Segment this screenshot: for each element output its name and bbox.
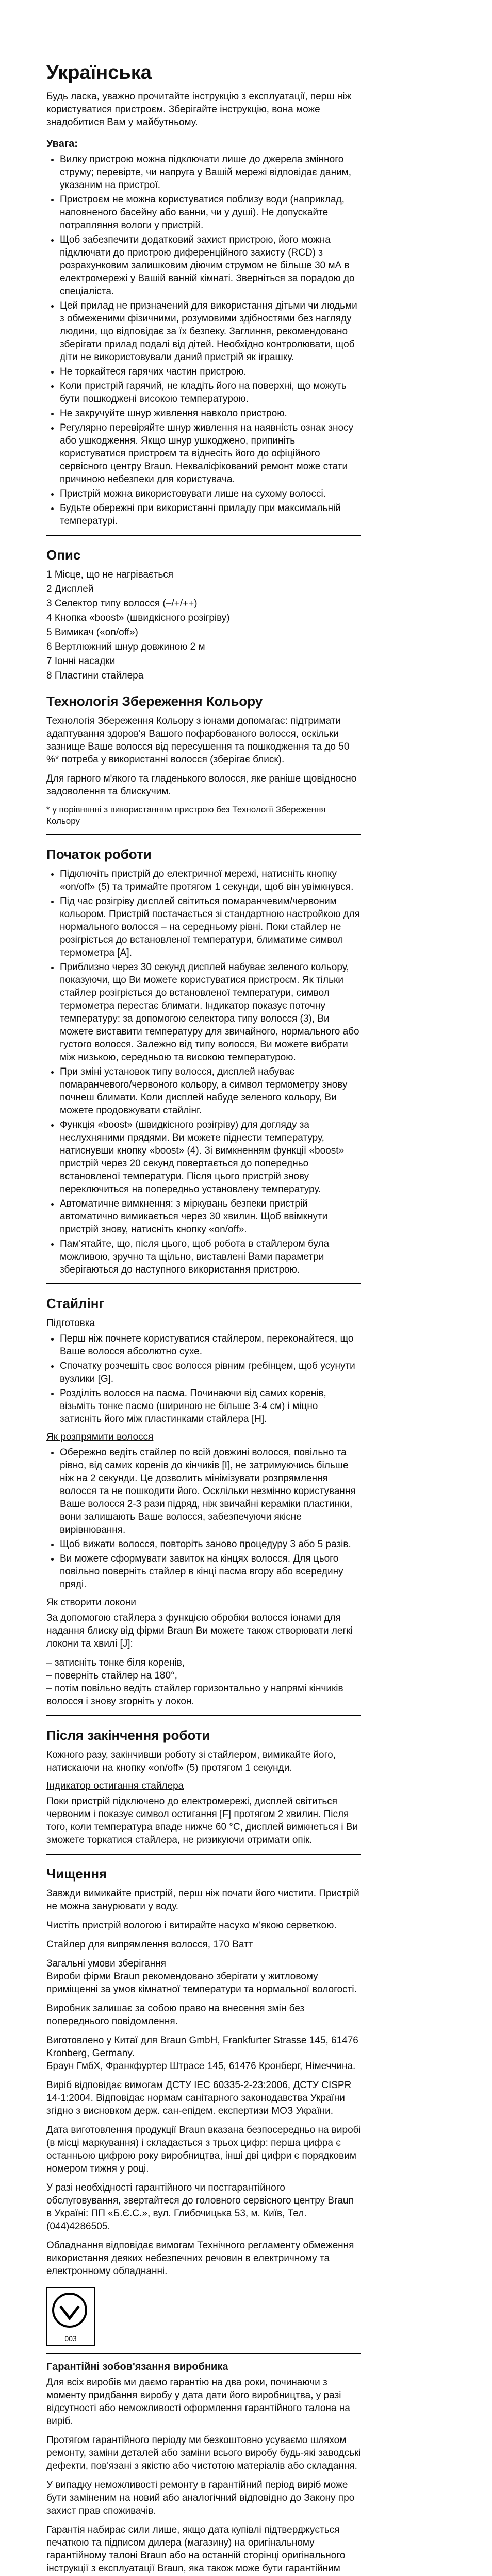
- straight-list: [46, 1446, 361, 1591]
- part-item: 7 Іонні насадки: [46, 656, 116, 667]
- prep-item: • Розділіть волосся на пасма. Починаючи від самих коренів, візьміть тонке пасмо (шириною не більше 3-4 см) і міцно затисніть його між пластинками стайлера [H].: [60, 1387, 361, 1426]
- warning-item: • Будьте обережні при використанні приладу при максимальній температурі.: [60, 502, 361, 528]
- section-divider: [46, 1283, 361, 1284]
- start-heading: Початок роботи: [46, 846, 152, 862]
- change-text: Виробник залишає за собою право на внесення змін без попереднього повідомлення.: [46, 2003, 305, 2027]
- start-item: • При зміні установок типу волосся, дисплей набуває помаранчевого/червоного кольору, а символ термометру знову почнеш блимати. Коли дисплей набуде зеленого кольору, Ви можете продовжувати стайлінг.: [60, 1065, 361, 1117]
- curl-subheading: Як створити локони: [46, 1597, 136, 1608]
- start-item: • Підключіть пристрій до електричної мережі, натисніть кнопку «on/off» (5) та тримайте протягом 1 секунди, щоб він увімкнувся.: [60, 868, 361, 893]
- warning-item: • Коли пристрій гарячий, не кладіть його на поверхні, що можуть бути пошкоджені високою температурою.: [60, 380, 361, 405]
- guarantee-heading: Гарантійні зобов'язання виробника: [46, 2361, 228, 2372]
- recycling-text: Обладнання відповідає вимогам Технічного регламенту обмеження використання деяких небезпечних речовин в електричному та електронному обладнанні.: [46, 2240, 354, 2277]
- prep-list: [46, 1332, 361, 1426]
- ukrainian-section: [46, 62, 361, 2576]
- part-item: 5 Вимикач («on/off»): [46, 627, 138, 638]
- styling-heading: Стайлінг: [46, 1296, 105, 1311]
- guarantee-paragraph: У випадку неможливості ремонту в гарантійний період виріб може бути заміненим на новий або аналогічний відповідно до Закону про захист прав споживачів.: [46, 2480, 355, 2516]
- tech-paragraph-2: Для гарного м'якого та гладенького волосся, яке раніше щовідносно задоволення та блискучим.: [46, 773, 357, 797]
- curl-paragraph: За допомогою стайлера з функцією обробки волосся іонами для надання блиску від фірми Braun Ви можете також створювати легкі локони та хвилі [J]:: [46, 1613, 353, 1649]
- warning-heading: Увага:: [46, 138, 78, 149]
- model-text: Стайлер для випрямлення волосся, 170 Ватт: [46, 1939, 253, 1950]
- warning-item: • Пристрій можна використовувати лише на сухому волоссі.: [60, 487, 361, 500]
- guarantee-paragraph: Для всіх виробів ми даємо гарантію на два роки, починаючи з моменту придбання виробу у дата дати його виробництва, у разі відсутності або неможливості оформлення гарантійного талона на виріб.: [46, 2377, 350, 2427]
- warning-item: • Не закручуйте шнур живлення навколо пристрою.: [60, 407, 361, 420]
- cleaning-paragraph-2: Чистіть пристрій вологою і витирайте насухо м'якою серветкою.: [46, 1920, 337, 1931]
- straight-subheading: Як розпрямити волосся: [46, 1432, 154, 1443]
- storage-text: Загальні умови зберігання Вироби фірми Braun рекомендовано зберігати у житловому приміщенні за умов кімнатної температури та нормальної вологості.: [46, 1958, 357, 1995]
- tech-paragraph: Технологія Збереження Кольору з іонами допомагає: підтримати адаптування здоров'я Вашого пофарбованого волосся, оскільки зазнище Ваше волосся від пересушення та пошкодження та до 50 %* потреба у використанні волосся (зберігає блиск).: [46, 716, 350, 765]
- guarantee-paragraph: Протягом гарантійного періоду ми безкоштовно усуваємо шляхом ремонту, заміни деталей або заміни всього виробу будь-які заводські дефекти, пов'язані з якістю або чистотою матеріалів або складання.: [46, 2435, 361, 2471]
- prep-item: • Спочатку розчешіть своє волосся рівним гребінцем, щоб усунути вузлики [G].: [60, 1360, 361, 1385]
- curl-step: – потім повільно ведіть стайлер горизонтально у напрямі кінчиків волосся і знову згорніть у локон.: [46, 1683, 343, 1707]
- start-item: • Функція «boost» (швидкісного розігріву) для догляду за неслухняними прядями. Ви можете піднести температуру, натиснувши кнопку «boost» (4). Зі вимкненням функції «boost» пристрій через 20 секунд повертається до попередньо встановленої температури. Після цього пристрій знову переключиться на попередньо установлену температуру.: [60, 1118, 361, 1196]
- date-code-text: Дата виготовлення продукції Braun вказана безпосередньо на виробі (в місці маркування) і складається з трьох цифр: перша цифра є останньою цифрою року виробництва, інші дві цифри є порядковим номером тижня у році.: [46, 2125, 361, 2174]
- straight-item: • Ви можете сформувати завиток на кінцях волосся. Для цього повільно поверніть стайлер в кінці пасма вгору або всередину пряді.: [60, 1552, 361, 1591]
- section-divider: [46, 535, 361, 536]
- start-item: • Приблизно через 30 секунд дисплей набуває зеленого кольору, показуючи, що Ви можете користуватися пристроєм. Як тільки стайлер розігріється до встановленої температури, символ термометра перестає блимати. Індикатор показує поточну температуру: за допомогою селектора типу волосся (3), Ви можете виставити температуру для звичайного, нормального або густого волосся. Залежно від типу волосся, Ви можете вибрати між низькою, середньою та високою температурою.: [60, 961, 361, 1064]
- section-divider: [46, 1854, 361, 1855]
- certification-icon: [50, 2291, 89, 2330]
- cert-code: 003: [64, 2334, 77, 2343]
- parts-list: [46, 568, 361, 682]
- start-item: • Під час розігріву дисплей світиться помаранчевим/червоним кольором. Пристрій постачається зі стандартною настройкою для нормального волосся – на середньому рівні. Поки стайлер не розігріється до встановленої температури, блиматиме символ термометра [A].: [60, 895, 361, 959]
- part-item: 3 Селектор типу волосся (–/+/++): [46, 598, 198, 609]
- part-item: 6 Вертлюжний шнур довжиною 2 м: [46, 641, 205, 652]
- prep-item: • Перш ніж почнете користуватися стайлером, переконайтеся, що Ваше волосся абсолютно сухе.: [60, 1332, 361, 1358]
- start-item: • Пам'ятайте, що, після цього, щоб робота в стайлером була можливою, зручно та щільно, виставлені Вами параметри зберігаються до наступного використання пристрою.: [60, 1238, 361, 1276]
- after-heading: Після закінчення роботи: [46, 1727, 210, 1743]
- warning-item: • Вилку пристрою можна підключати лише до джерела змінного струму; перевірте, чи напруга у Вашій мережі відповідає даним, указаним на пристрої.: [60, 153, 361, 192]
- part-item: 4 Кнопка «boost» (швидкісного розігріву): [46, 613, 230, 623]
- section-divider: [46, 834, 361, 835]
- start-item: • Автоматичне вимкнення: з міркувань безпеки пристрій автоматично вимикається через 30 хвилин. Щоб ввімкнути пристрій знову, натисніть кнопку «on/off».: [60, 1197, 361, 1236]
- section-divider: [46, 2353, 361, 2354]
- warning-item: • Регулярно перевіряйте шнур живлення на наявність ознак зносу або ушкодження. Якщо шнур ушкоджено, припиніть користуватися пристроєм та віднесіть його до офіційного сервісного центру Braun. Некваліфікований ремонт може стати причиною небезпеки для користувача.: [60, 421, 361, 486]
- tech-footnote: * у порівнянні з використанням пристрою без Технології Збереження Кольору: [46, 805, 326, 826]
- ukr-certification-mark: [46, 2287, 95, 2346]
- residual-paragraph: Поки пристрій підключено до електромережі, дисплей світиться червоним і показує символ остигання [F] протягом 2 хвилин. Після того, коли температура впаде нижче 60 °C, дисплей вимкнеться і Ви зможете торкатися стайлера, не ризикуючи отримати опік.: [46, 1796, 358, 1845]
- service-text: У разі необхідності гарантійного чи постгарантійного обслуговування, звертайтеся до головного сервісного центру Braun в Україні: ПП «Б.Є.С.», вул. Глибочицька 53, м. Київ, Тел. (044)4286505.: [46, 2182, 354, 2232]
- cleaning-paragraph: Завжди вимикайте пристрій, перш ніж почати його чистити. Пристрій не можна занурювати у воду.: [46, 1888, 359, 1912]
- cleaning-heading: Чищення: [46, 1866, 107, 1882]
- intro-paragraph: Будь ласка, уважно прочитайте інструкцію з експлуатації, перш ніж користуватися пристроєм. Зберігайте інструкцію, вона може знадобитися Вам у майбутньому.: [46, 91, 352, 128]
- part-item: 1 Місце, що не нагрівається: [46, 569, 174, 580]
- start-list: [46, 868, 361, 1276]
- straight-item: • Щоб вижати волосся, повторіть заново процедуру 3 або 5 разів.: [60, 1538, 361, 1551]
- straight-item: • Обережно ведіть стайлер по всій довжині волосся, повільно та рівно, від самих коренів до кінчиків [I], не затримуючись більше ніж на 2 секунди. Це дозволить мінімізувати розпрямлення волосся та не пошкодити його. Осклільки незмінно користування Ваше волосся 2-3 рази підряд, ніж звичайні кераміки пластинки, вони залишають Ваше волосся, забезпечуючи якісне вирівнювання.: [60, 1446, 361, 1536]
- warning-item: • Не торкайтеся гарячих частин пристрою.: [60, 365, 361, 378]
- warning-item: • Пристроєм не можна користуватися поблизу води (наприклад, наповненого басейну або ванни, чи у душі). Не допускайте потрапляння вологи у пристрій.: [60, 193, 361, 232]
- residual-subheading: Індикатор остигання стайлера: [46, 1781, 184, 1791]
- curl-step: – затисніть тонке біля коренів,: [46, 1657, 185, 1668]
- part-item: 8 Пластини стайлера: [46, 670, 144, 681]
- warning-item: • Цей прилад не призначений для використання дітьми чи людьми з обмеженими фізичними, розумовими здібностями без нагляду людини, що відповідає за їх безпеку. Заглиння, рекомендовано зберігати прилад подалі від дітей. Необхідно контролювати, щоб діти не використовували даний пристрій як іграшку.: [60, 299, 361, 364]
- after-paragraph: Кожного разу, закінчивши роботу зі стайлером, вимикайте його, натискаючи на кнопку «on/off» (5) протягом 1 секунди.: [46, 1750, 336, 1773]
- guarantee-paragraph: Гарантія набирає сили лише, якщо дата купівлі підтверджується печаткою та підписом дилера (магазину) на оригінальному гарантійному талоні Braun або на останній сторінці оригінального інструкції з експлуатації Braun, яка також може бути гарантійним: [46, 2524, 346, 2574]
- warning-item: • Щоб забезпечити додатковий захист пристрою, його можна підключати до пристрою диференційного захисту (RCD) з розрахунковим залишковим діючим струмом не більше 30 мА в електромережі у Вашій ванній кімнаті. Зверніться за порадою до спеціаліста.: [60, 233, 361, 298]
- warning-list: [46, 153, 361, 528]
- prep-subheading: Підготовка: [46, 1318, 95, 1329]
- manufacturer-text: Виготовлено у Китаї для Braun GmbH, Frankfurter Strasse 145, 61476 Kronberg, Germany. Браун ГмбХ, Франкфуртер Штрасе 145, 61476 Кронберг, Німеччина.: [46, 2035, 358, 2072]
- description-heading: Опис: [46, 547, 81, 563]
- curl-step: – поверніть стайлер на 180°,: [46, 1670, 177, 1681]
- standards-text: Виріб відповідає вимогам ДСТУ IEC 60335-2-23:2006, ДСТУ CISPR 14-1:2004. Відповідає нормам санітарного законодавства України згідно з висновком держ. сан-епідем. експертизи МОЗ України.: [46, 2080, 352, 2116]
- page-title: Українська: [46, 62, 152, 83]
- section-divider: [46, 1715, 361, 1716]
- part-item: 2 Дисплей: [46, 584, 94, 595]
- tech-heading: Технологія Збереження Кольору: [46, 693, 263, 709]
